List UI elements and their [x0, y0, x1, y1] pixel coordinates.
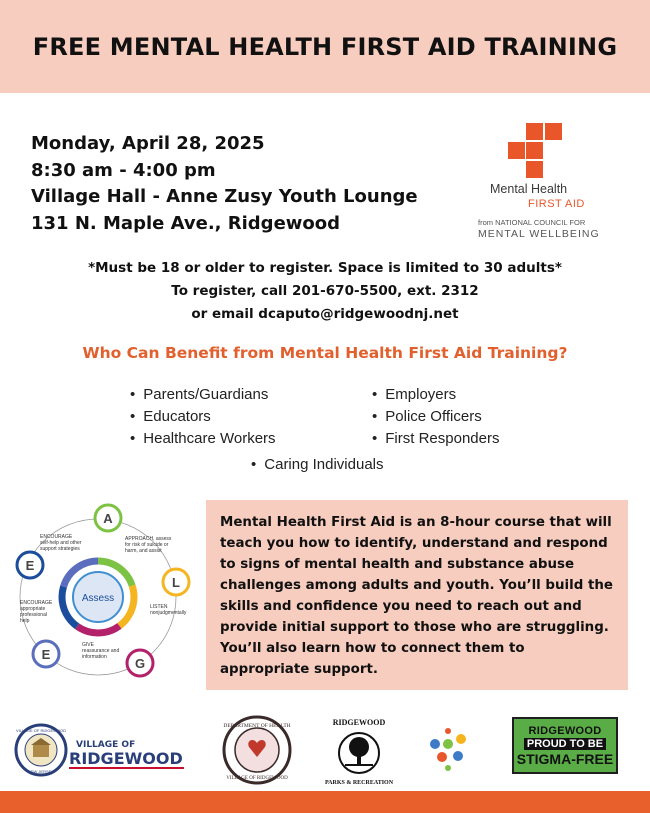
- register-email: or email dcaputo@ridgewoodnj.net: [191, 306, 459, 322]
- header-banner: [0, 0, 650, 93]
- algee-e2-text: ENCOURAGE self-help and other support strategies: [40, 534, 82, 552]
- course-description: Mental Health First Aid is an 8-hour course that will teach you how to identify, understand and respond to signs of mental health and substance abuse challenges among adults and youth. You’ll build the skills and confidence you need to reach out and provide initial support to those who are struggling. You’ll also learn how to connect them to appropriate support.: [206, 500, 628, 690]
- algee-diagram: [10, 500, 200, 690]
- footer-bar: [0, 791, 650, 813]
- parks-top-label: RIDGEWOOD: [332, 718, 386, 727]
- event-venue: Village Hall - Anne Zusy Youth Lounge: [31, 186, 418, 207]
- who-benefits-heading: Who Can Benefit from Mental Health First Aid Training?: [82, 344, 568, 362]
- list-item: • Healthcare Workers: [130, 428, 276, 450]
- algee-e1-text: ENCOURAGE appropriate professional help: [20, 600, 53, 624]
- algee-e1-letter: E: [41, 647, 51, 662]
- mhfa-brand-line1: Mental Health: [490, 182, 568, 196]
- list-item: • Caring Individuals: [251, 454, 384, 476]
- village-ridgewood-label: RIDGEWOOD: [69, 749, 183, 768]
- list-item: • Employers: [372, 384, 499, 406]
- mhfa-from-line: from NATIONAL COUNCIL FOR: [478, 218, 586, 227]
- age-requirement: *Must be 18 or older to register. Space is limited to 30 adults*: [88, 260, 562, 276]
- algee-l-text: LISTEN nonjudgmentally: [150, 604, 187, 616]
- algee-g-letter: G: [134, 656, 146, 671]
- list-item: • Parents/Guardians: [130, 384, 276, 406]
- event-time: 8:30 am - 4:00 pm: [31, 159, 216, 181]
- register-phone: To register, call 201-670-5500, ext. 2312: [171, 283, 479, 299]
- mhfa-logo: [478, 120, 608, 245]
- event-date: Monday, April 28, 2025: [31, 133, 265, 154]
- village-seal-bottom: NEW JERSEY: [27, 769, 55, 774]
- audience-list-left: [130, 384, 276, 450]
- list-item: • Educators: [130, 406, 276, 428]
- village-ridgewood-logo: [14, 723, 189, 777]
- event-address: 131 N. Maple Ave., Ridgewood: [31, 212, 341, 234]
- algee-a-text: APPROACH, assess for risk of suicide or harm, and assist: [125, 536, 172, 554]
- colorful-dots-icon: [418, 715, 478, 775]
- algee-l-letter: L: [172, 575, 180, 590]
- list-item: • First Responders: [372, 428, 499, 450]
- audience-list-center: [251, 454, 384, 476]
- village-seal-top: VILLAGE OF RIDGEWOOD: [15, 728, 67, 733]
- assess-label: Assess: [81, 593, 115, 604]
- mhfa-wellbeing-line: MENTAL WELLBEING: [478, 228, 600, 240]
- stigma-line3: STIGMA-FREE: [516, 750, 614, 767]
- registration-info: [0, 257, 650, 326]
- stigma-free-logo: [512, 717, 618, 774]
- audience-list-right: [372, 384, 499, 450]
- stigma-line2: PROUD TO BE: [524, 738, 606, 750]
- page-title: FREE MENTAL HEALTH FIRST AID TRAINING: [32, 32, 618, 61]
- algee-a-letter: A: [103, 511, 113, 526]
- algee-e2-letter: E: [25, 558, 35, 573]
- health-seal-top: DEPARTMENT OF HEALTH: [223, 723, 291, 729]
- health-seal-bottom: VILLAGE OF RIDGEWOOD: [226, 776, 288, 781]
- mhfa-cross-icon: [478, 120, 608, 180]
- stigma-line1: RIDGEWOOD: [528, 724, 602, 737]
- event-details: [31, 131, 418, 237]
- parks-bottom-label: PARKS & RECREATION: [324, 780, 394, 786]
- algee-g-text: GIVE reassurance and information: [82, 642, 120, 660]
- village-of-label: VILLAGE OF: [76, 740, 136, 750]
- department-health-logo: [222, 715, 292, 785]
- mhfa-brand-line2: FIRST AID: [528, 198, 585, 210]
- parks-recreation-logo: [323, 715, 395, 787]
- list-item: • Police Officers: [372, 406, 499, 428]
- sponsor-logos: [0, 705, 650, 791]
